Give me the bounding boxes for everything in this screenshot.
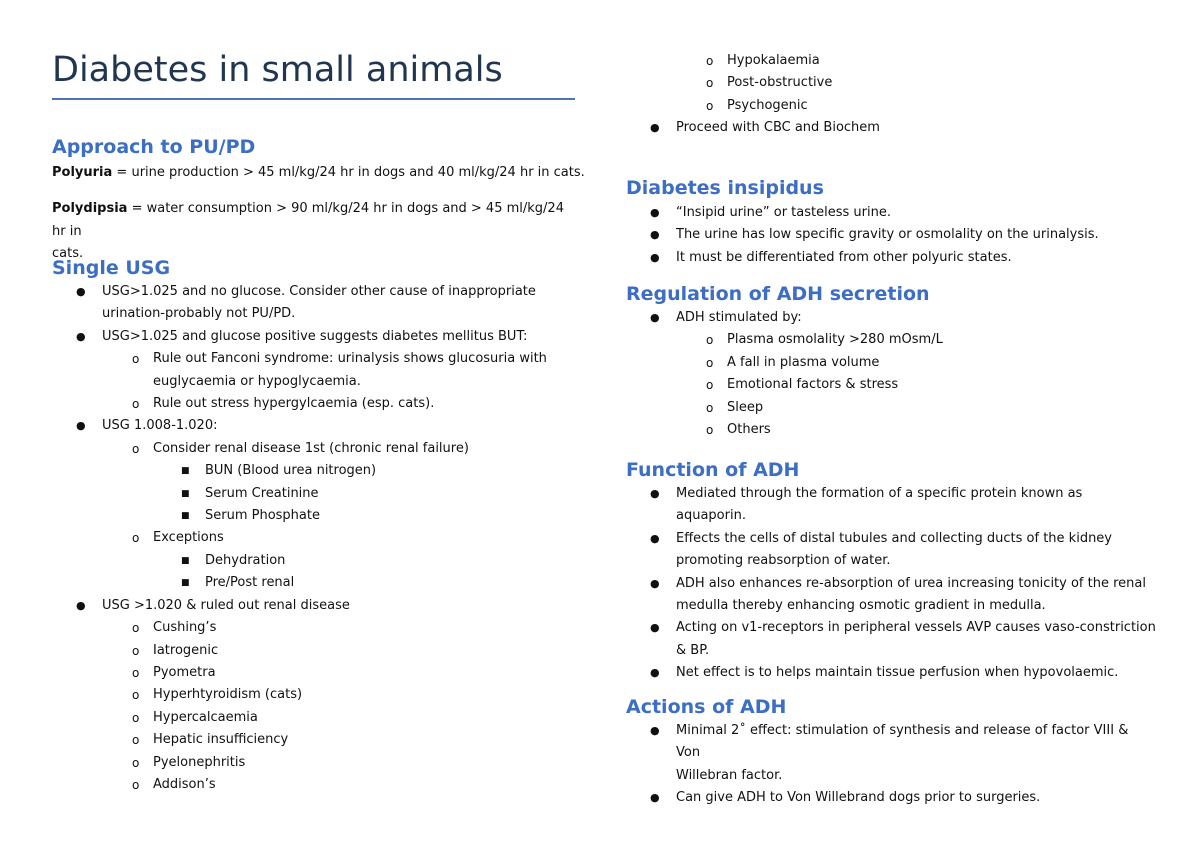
list-item-continuation: aquaporin. — [676, 508, 746, 524]
bullet-icon: ● — [650, 791, 660, 805]
list-item: ■ Pre/Post renal — [52, 572, 580, 594]
list-item: o Consider renal disease 1st (chronic renal failure) — [52, 438, 580, 460]
list-item: ● Acting on v1-receptors in peripheral vessels AVP causes vaso-constriction — [626, 617, 1156, 639]
bullet-icon: ● — [650, 487, 660, 500]
list-item-continuation: urination-probably not PU/PD. — [102, 306, 296, 322]
list-item: ● The urine has low specific gravity or osmolality on the urinalysis. — [626, 224, 1156, 246]
polydipsia-definition — [52, 198, 580, 266]
list-item: o Psychogenic — [626, 95, 1156, 117]
list-item: o Sleep — [626, 397, 1156, 419]
heading-function-adh: Function of ADH — [626, 459, 800, 481]
square-bullet-icon: ■ — [181, 466, 190, 477]
list-item-continuation: & BP. — [676, 642, 710, 658]
diabetes-insipidus-list — [626, 202, 1156, 269]
list-item: ● It must be differentiated from other polyuric states. — [626, 247, 1156, 269]
list-item: o Hepatic insufficiency — [52, 729, 580, 751]
list-item: o Rule out stress hypergylcaemia (esp. cats). — [52, 393, 580, 415]
heading-regulation-adh: Regulation of ADH secretion — [626, 283, 930, 305]
single-usg-list — [52, 281, 580, 796]
circle-bullet-icon: o — [132, 441, 140, 456]
circle-bullet-icon: o — [706, 423, 714, 438]
list-item-continuation: medulla thereby enhancing osmotic gradient in medulla. — [676, 598, 1046, 614]
bullet-icon: ● — [76, 285, 86, 298]
circle-bullet-icon: o — [706, 54, 714, 68]
list-item: o Pyometra — [52, 662, 580, 684]
list-item: o Hyperhtyroidism (cats) — [52, 684, 580, 706]
page-title: Diabetes in small animals — [52, 50, 503, 90]
polydipsia-text-1: = water consumption > 90 ml/kg/24 hr in dogs and > 45 ml/kg/24 hr in — [52, 201, 564, 239]
list-item: o Exceptions — [52, 527, 580, 549]
circle-bullet-icon: o — [706, 378, 714, 393]
heading-diabetes-insipidus: Diabetes insipidus — [626, 177, 824, 199]
bullet-icon: ● — [650, 121, 660, 135]
circle-bullet-icon: o — [132, 621, 140, 636]
list-item: ● ADH also enhances re-absorption of urea increasing tonicity of the renal — [626, 573, 1156, 595]
circle-bullet-icon: o — [132, 397, 140, 412]
circle-bullet-icon: o — [132, 755, 140, 770]
heading-actions-adh: Actions of ADH — [626, 696, 787, 718]
list-item-continuation: Willebran factor. — [676, 767, 783, 783]
circle-bullet-icon: o — [132, 643, 140, 658]
list-item: ● “Insipid urine” or tasteless urine. — [626, 202, 1156, 224]
actions-adh-list — [626, 720, 1156, 810]
circle-bullet-icon: o — [706, 98, 714, 113]
circle-bullet-icon: o — [132, 777, 140, 792]
bullet-icon: ● — [76, 419, 86, 433]
square-bullet-icon: ■ — [181, 511, 190, 522]
continued-list — [626, 50, 1156, 140]
square-bullet-icon: ■ — [181, 488, 190, 499]
circle-bullet-icon: o — [706, 76, 714, 91]
list-item: ■ BUN (Blood urea nitrogen) — [52, 460, 580, 482]
circle-bullet-icon: o — [132, 710, 140, 725]
heading-single-usg: Single USG — [52, 257, 171, 279]
list-item: o Hypercalcaemia — [52, 707, 580, 729]
bullet-icon: ● — [650, 724, 660, 737]
circle-bullet-icon: o — [706, 355, 714, 370]
list-item: o Iatrogenic — [52, 640, 580, 662]
circle-bullet-icon: o — [132, 665, 140, 680]
list-item: o Plasma osmolality >280 mOsm/L — [626, 329, 1156, 351]
circle-bullet-icon: o — [706, 400, 714, 415]
circle-bullet-icon: o — [132, 688, 140, 703]
bullet-icon: ● — [650, 206, 660, 219]
title-underline — [52, 98, 575, 100]
list-item: o Others — [626, 419, 1156, 441]
list-item: ● Mediated through the formation of a specific protein known as — [626, 483, 1156, 505]
polyuria-definition — [52, 162, 585, 185]
circle-bullet-icon: o — [132, 352, 140, 367]
list-item: ● Minimal 2˚ effect: stimulation of synthesis and release of factor VIII & Von — [626, 720, 1156, 765]
polyuria-text: = urine production > 45 ml/kg/24 hr in dogs and 40 ml/kg/24 hr in cats. — [112, 165, 585, 180]
list-item: ● Effects the cells of distal tubules and collecting ducts of the kidney — [626, 528, 1156, 550]
list-item: o Rule out Fanconi syndrome: urinalysis shows glucosuria with — [52, 348, 580, 370]
bullet-icon: ● — [650, 576, 660, 590]
square-bullet-icon: ■ — [181, 555, 190, 566]
bullet-icon: ● — [76, 329, 86, 343]
bullet-icon: ● — [650, 531, 660, 545]
list-item: ■ Serum Phosphate — [52, 505, 580, 527]
polydipsia-text-2: cats. — [52, 246, 84, 261]
list-item-continuation: euglycaemia or hypoglycaemia. — [153, 373, 361, 389]
bullet-icon: ● — [76, 598, 86, 612]
list-item: o Emotional factors & stress — [626, 374, 1156, 396]
list-item: ● USG >1.020 & ruled out renal disease — [52, 595, 580, 617]
list-item: ■ Dehydration — [52, 550, 580, 572]
circle-bullet-icon: o — [706, 333, 714, 348]
list-item: o Addison’s — [52, 774, 580, 796]
bullet-icon: ● — [650, 311, 660, 324]
circle-bullet-icon: o — [132, 531, 140, 546]
bullet-icon: ● — [650, 666, 660, 680]
bullet-icon: ● — [650, 621, 660, 635]
square-bullet-icon: ■ — [181, 578, 190, 589]
list-item: o Pyelonephritis — [52, 752, 580, 774]
regulation-adh-list — [626, 307, 1156, 441]
list-item: o Hypokalaemia — [626, 50, 1156, 72]
heading-approach: Approach to PU/PD — [52, 136, 256, 158]
polyuria-term: Polyuria — [52, 165, 113, 180]
list-item: o A fall in plasma volume — [626, 352, 1156, 374]
polydipsia-term: Polydipsia — [52, 201, 128, 216]
bullet-icon: ● — [650, 250, 660, 264]
bullet-icon: ● — [650, 228, 660, 242]
list-item: ■ Serum Creatinine — [52, 483, 580, 505]
list-item: o Cushing’s — [52, 617, 580, 639]
list-item: ● Proceed with CBC and Biochem — [626, 117, 1156, 139]
list-item: ● USG>1.025 and no glucose. Consider other cause of inappropriate — [52, 281, 580, 303]
list-item: ● USG>1.025 and glucose positive suggests diabetes mellitus BUT: — [52, 326, 580, 348]
circle-bullet-icon: o — [132, 733, 140, 748]
list-item-continuation: promoting reabsorption of water. — [676, 553, 891, 569]
list-item: ● USG 1.008-1.020: — [52, 415, 580, 437]
list-item: ● ADH stimulated by: — [626, 307, 1156, 329]
list-item: ● Can give ADH to Von Willebrand dogs prior to surgeries. — [626, 787, 1156, 809]
list-item: o Post-obstructive — [626, 72, 1156, 94]
function-adh-list — [626, 483, 1156, 685]
list-item: ● Net effect is to helps maintain tissue perfusion when hypovolaemic. — [626, 662, 1156, 684]
